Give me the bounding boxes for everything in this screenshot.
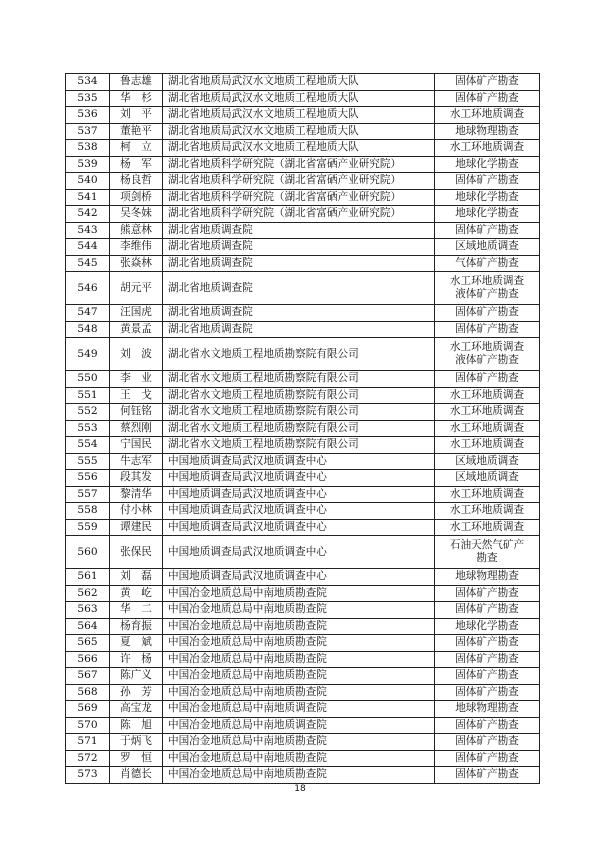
specialty-cell	[435, 602, 540, 619]
person-name-cell: 鲁志雄	[110, 74, 163, 91]
person-name-cell: 刘 磊	[110, 569, 163, 586]
organization-cell: 中国冶金地质总局中南地质勘查院	[163, 767, 435, 784]
specialty-cell	[435, 107, 540, 124]
row-number-cell: 565	[66, 635, 110, 652]
specialty-cell	[435, 536, 540, 569]
organization-cell: 中国地质调查局武汉地质调查中心	[163, 453, 435, 470]
specialty-line: 固体矿产勘查	[455, 322, 519, 335]
specialty-line: 水工环地质调查	[449, 421, 525, 434]
row-number-cell: 534	[66, 74, 110, 91]
person-name-cell: 刘 平	[110, 107, 163, 124]
specialty-line: 区域地质调查	[455, 454, 519, 467]
organization-cell: 湖北省地质科学研究院（湖北省富硒产业研究院）	[163, 173, 435, 190]
row-number-cell: 553	[66, 420, 110, 437]
specialty-line: 固体矿产勘查	[455, 603, 519, 616]
specialty-line: 固体矿产勘查	[455, 372, 519, 385]
organization-cell: 湖北省水文地质工程地质勘察院有限公司	[163, 420, 435, 437]
row-number-cell: 543	[66, 222, 110, 239]
specialty-cell	[435, 305, 540, 322]
specialty-line: 水工环地质调查	[449, 108, 525, 121]
organization-cell: 中国冶金地质总局中南地质勘查院	[163, 684, 435, 701]
organization-cell: 湖北省地质调查院	[163, 272, 435, 305]
specialty-cell	[435, 156, 540, 173]
specialty-line-2: 勘查	[476, 552, 498, 564]
person-name-cell: 李 业	[110, 371, 163, 388]
row-number-cell: 539	[66, 156, 110, 173]
specialty-cell	[435, 767, 540, 784]
row-number-cell: 569	[66, 701, 110, 718]
person-name-cell: 许 杨	[110, 651, 163, 668]
specialty-line: 水工环地质调查	[449, 487, 525, 500]
organization-cell: 湖北省水文地质工程地质勘察院有限公司	[163, 437, 435, 454]
table-row	[66, 701, 540, 718]
row-number-cell: 554	[66, 437, 110, 454]
specialty-cell	[435, 569, 540, 586]
row-number-cell: 559	[66, 519, 110, 536]
specialty-line: 水工环地质调查	[449, 405, 525, 418]
table-row	[66, 536, 540, 569]
specialty-cell	[435, 750, 540, 767]
table-row	[66, 222, 540, 239]
specialty-line: 固体矿产勘查	[455, 306, 519, 319]
specialty-line-2: 液体矿产勘查	[455, 354, 519, 366]
table-row	[66, 404, 540, 421]
person-name-cell: 陈 旭	[110, 717, 163, 734]
row-number-cell: 573	[66, 767, 110, 784]
specialty-line: 地球化学勘查	[455, 190, 519, 203]
row-number-cell: 563	[66, 602, 110, 619]
specialty-cell	[435, 222, 540, 239]
person-name-cell: 黄景孟	[110, 321, 163, 338]
row-number-cell: 570	[66, 717, 110, 734]
row-number-cell: 562	[66, 585, 110, 602]
person-name-cell: 孙 芳	[110, 684, 163, 701]
person-name-cell: 于炳飞	[110, 734, 163, 751]
organization-cell: 湖北省地质调查院	[163, 255, 435, 272]
organization-cell: 中国地质调查局武汉地质调查中心	[163, 503, 435, 520]
table-row	[66, 635, 540, 652]
organization-cell: 湖北省地质局武汉水文地质工程地质大队	[163, 74, 435, 91]
specialty-line: 固体矿产勘查	[455, 685, 519, 698]
person-name-cell: 夏 斌	[110, 635, 163, 652]
person-name-cell: 肖德长	[110, 767, 163, 784]
specialty-line: 地球物理勘查	[455, 124, 519, 137]
person-name-cell: 张焱林	[110, 255, 163, 272]
row-number-cell: 549	[66, 338, 110, 371]
person-name-cell: 宁国民	[110, 437, 163, 454]
specialty-cell	[435, 734, 540, 751]
organization-cell: 中国冶金地质总局中南地质勘查院	[163, 734, 435, 751]
specialty-cell	[435, 90, 540, 107]
table-row	[66, 767, 540, 784]
organization-cell: 湖北省水文地质工程地质勘察院有限公司	[163, 404, 435, 421]
organization-cell: 中国地质调查局武汉地质调查中心	[163, 536, 435, 569]
organization-cell: 中国地质调查局武汉地质调查中心	[163, 519, 435, 536]
specialty-cell	[435, 272, 540, 305]
table-row	[66, 189, 540, 206]
organization-cell: 中国地质调查局武汉地质调查中心	[163, 569, 435, 586]
person-name-cell: 谭建民	[110, 519, 163, 536]
specialty-cell	[435, 420, 540, 437]
organization-cell: 湖北省水文地质工程地质勘察院有限公司	[163, 371, 435, 388]
table-row	[66, 470, 540, 487]
row-number-cell: 558	[66, 503, 110, 520]
specialty-line: 固体矿产勘查	[455, 223, 519, 236]
specialty-line: 固体矿产勘查	[455, 768, 519, 781]
table-row	[66, 602, 540, 619]
organization-cell: 中国冶金地质总局中南地质勘查院	[163, 668, 435, 685]
row-number-cell: 567	[66, 668, 110, 685]
table-row	[66, 123, 540, 140]
row-number-cell: 551	[66, 387, 110, 404]
specialty-line: 水工环地质调查	[449, 275, 525, 287]
specialty-cell	[435, 453, 540, 470]
person-name-cell: 华 杉	[110, 90, 163, 107]
organization-cell: 湖北省地质调查院	[163, 321, 435, 338]
specialty-line: 地球物理勘查	[455, 702, 519, 715]
table-row	[66, 371, 540, 388]
specialty-line: 地球物理勘查	[455, 570, 519, 583]
specialty-line: 固体矿产勘查	[455, 174, 519, 187]
specialty-line: 气体矿产勘查	[455, 256, 519, 269]
specialty-line: 地球化学勘查	[455, 157, 519, 170]
person-name-cell: 蔡烈刚	[110, 420, 163, 437]
row-number-cell: 540	[66, 173, 110, 190]
table-row	[66, 618, 540, 635]
row-number-cell: 546	[66, 272, 110, 305]
row-number-cell: 548	[66, 321, 110, 338]
person-name-cell: 胡元平	[110, 272, 163, 305]
organization-cell: 湖北省地质调查院	[163, 239, 435, 256]
specialty-line: 水工环地质调查	[449, 388, 525, 401]
row-number-cell: 544	[66, 239, 110, 256]
specialty-cell	[435, 189, 540, 206]
specialty-line: 固体矿产勘查	[455, 718, 519, 731]
person-name-cell: 汪国虎	[110, 305, 163, 322]
person-name-cell: 付小林	[110, 503, 163, 520]
table-row	[66, 569, 540, 586]
specialty-line: 水工环地质调查	[449, 520, 525, 533]
row-number-cell: 572	[66, 750, 110, 767]
person-name-cell: 王 戈	[110, 387, 163, 404]
organization-cell: 中国地质调查局武汉地质调查中心	[163, 486, 435, 503]
table-row	[66, 90, 540, 107]
specialty-line: 固体矿产勘查	[455, 652, 519, 665]
person-name-cell: 熊意林	[110, 222, 163, 239]
specialty-cell	[435, 173, 540, 190]
row-number-cell: 566	[66, 651, 110, 668]
specialty-cell	[435, 503, 540, 520]
organization-cell: 中国冶金地质总局中南地质勘查院	[163, 585, 435, 602]
person-name-cell: 杨 军	[110, 156, 163, 173]
person-name-cell: 何钰铭	[110, 404, 163, 421]
person-name-cell: 牛志军	[110, 453, 163, 470]
organization-cell: 湖北省地质调查院	[163, 305, 435, 322]
specialty-line: 固体矿产勘查	[455, 669, 519, 682]
table-row	[66, 503, 540, 520]
specialty-line: 石油天然气矿产	[449, 539, 525, 551]
organization-cell: 中国冶金地质总局中南地质勘查院	[163, 651, 435, 668]
row-number-cell: 564	[66, 618, 110, 635]
row-number-cell: 537	[66, 123, 110, 140]
organization-cell: 湖北省地质科学研究院（湖北省富硒产业研究院）	[163, 156, 435, 173]
specialty-line: 水工环地质调查	[449, 438, 525, 451]
organization-cell: 中国地质调查局武汉地质调查中心	[163, 470, 435, 487]
table-row	[66, 140, 540, 157]
specialty-cell	[435, 387, 540, 404]
organization-cell: 湖北省地质调查院	[163, 222, 435, 239]
page-number: 18	[294, 784, 306, 794]
person-name-cell: 黎清华	[110, 486, 163, 503]
table-row	[66, 453, 540, 470]
roster-table	[65, 73, 540, 784]
specialty-cell	[435, 585, 540, 602]
specialty-cell	[435, 404, 540, 421]
specialty-cell	[435, 519, 540, 536]
specialty-line: 区域地质调查	[455, 240, 519, 253]
specialty-line: 固体矿产勘查	[455, 636, 519, 649]
specialty-cell	[435, 321, 540, 338]
specialty-line: 水工环地质调查	[449, 504, 525, 517]
table-row	[66, 437, 540, 454]
table-row	[66, 750, 540, 767]
specialty-cell	[435, 618, 540, 635]
row-number-cell: 547	[66, 305, 110, 322]
organization-cell: 湖北省水文地质工程地质勘察院有限公司	[163, 338, 435, 371]
table-row	[66, 74, 540, 91]
table-row	[66, 239, 540, 256]
specialty-cell	[435, 651, 540, 668]
specialty-line: 地球化学勘查	[455, 207, 519, 220]
organization-cell: 中国冶金地质总局中南地质勘查院	[163, 602, 435, 619]
table-row	[66, 107, 540, 124]
organization-cell: 中国冶金地质总局中南地质调查院	[163, 701, 435, 718]
organization-cell: 中国冶金地质总局中南地质勘查院	[163, 635, 435, 652]
person-name-cell: 刘 波	[110, 338, 163, 371]
row-number-cell: 542	[66, 206, 110, 223]
organization-cell: 湖北省地质科学研究院（湖北省富硒产业研究院）	[163, 189, 435, 206]
table-row	[66, 668, 540, 685]
specialty-cell	[435, 239, 540, 256]
organization-cell: 中国冶金地质总局中南地质勘查院	[163, 750, 435, 767]
person-name-cell: 陈广义	[110, 668, 163, 685]
specialty-line: 水工环地质调查	[449, 341, 525, 353]
table-row	[66, 734, 540, 751]
row-number-cell: 557	[66, 486, 110, 503]
person-name-cell: 杨育振	[110, 618, 163, 635]
row-number-cell: 556	[66, 470, 110, 487]
specialty-cell	[435, 684, 540, 701]
specialty-cell	[435, 701, 540, 718]
specialty-cell	[435, 486, 540, 503]
table-row	[66, 338, 540, 371]
table-row	[66, 420, 540, 437]
organization-cell: 湖北省地质局武汉水文地质工程地质大队	[163, 90, 435, 107]
specialty-line: 固体矿产勘查	[455, 91, 519, 104]
person-name-cell: 吴冬妹	[110, 206, 163, 223]
specialty-cell	[435, 437, 540, 454]
organization-cell: 湖北省地质局武汉水文地质工程地质大队	[163, 123, 435, 140]
person-name-cell: 段其发	[110, 470, 163, 487]
table-row	[66, 305, 540, 322]
person-name-cell: 董艳平	[110, 123, 163, 140]
specialty-cell	[435, 635, 540, 652]
specialty-cell	[435, 123, 540, 140]
person-name-cell: 高宝龙	[110, 701, 163, 718]
specialty-line: 地球化学勘查	[455, 619, 519, 632]
row-number-cell: 535	[66, 90, 110, 107]
specialty-line: 固体矿产勘查	[455, 751, 519, 764]
specialty-line-2: 液体矿产勘查	[455, 288, 519, 300]
row-number-cell: 560	[66, 536, 110, 569]
table-row	[66, 585, 540, 602]
specialty-cell	[435, 668, 540, 685]
table-row	[66, 156, 540, 173]
row-number-cell: 555	[66, 453, 110, 470]
specialty-line: 水工环地质调查	[449, 141, 525, 154]
table-row	[66, 519, 540, 536]
organization-cell: 湖北省地质局武汉水文地质工程地质大队	[163, 140, 435, 157]
person-name-cell: 黄 屹	[110, 585, 163, 602]
organization-cell: 湖北省地质局武汉水文地质工程地质大队	[163, 107, 435, 124]
table-row	[66, 717, 540, 734]
row-number-cell: 568	[66, 684, 110, 701]
row-number-cell: 541	[66, 189, 110, 206]
table-row	[66, 206, 540, 223]
person-name-cell: 项剑桥	[110, 189, 163, 206]
row-number-cell: 536	[66, 107, 110, 124]
person-name-cell: 华 二	[110, 602, 163, 619]
specialty-cell	[435, 74, 540, 91]
row-number-cell: 550	[66, 371, 110, 388]
person-name-cell: 李维伟	[110, 239, 163, 256]
specialty-cell	[435, 717, 540, 734]
organization-cell: 湖北省水文地质工程地质勘察院有限公司	[163, 387, 435, 404]
row-number-cell: 545	[66, 255, 110, 272]
specialty-cell	[435, 140, 540, 157]
specialty-cell	[435, 255, 540, 272]
roster-table-body	[66, 74, 540, 784]
table-row	[66, 651, 540, 668]
table-row	[66, 272, 540, 305]
specialty-line: 固体矿产勘查	[455, 75, 519, 88]
organization-cell: 湖北省地质科学研究院（湖北省富硒产业研究院）	[163, 206, 435, 223]
specialty-cell	[435, 470, 540, 487]
organization-cell: 中国冶金地质总局中南地质勘查院	[163, 618, 435, 635]
table-row	[66, 255, 540, 272]
specialty-line: 固体矿产勘查	[455, 586, 519, 599]
specialty-cell	[435, 371, 540, 388]
table-row	[66, 684, 540, 701]
person-name-cell: 柯 立	[110, 140, 163, 157]
specialty-line: 区域地质调查	[455, 471, 519, 484]
person-name-cell: 杨良哲	[110, 173, 163, 190]
row-number-cell: 571	[66, 734, 110, 751]
specialty-cell	[435, 206, 540, 223]
specialty-line: 固体矿产勘查	[455, 735, 519, 748]
person-name-cell: 张保民	[110, 536, 163, 569]
organization-cell: 中国冶金地质总局中南地质调查院	[163, 717, 435, 734]
table-row	[66, 321, 540, 338]
specialty-cell	[435, 338, 540, 371]
row-number-cell: 538	[66, 140, 110, 157]
table-row	[66, 486, 540, 503]
table-row	[66, 387, 540, 404]
person-name-cell: 罗 恒	[110, 750, 163, 767]
row-number-cell: 561	[66, 569, 110, 586]
row-number-cell: 552	[66, 404, 110, 421]
table-row	[66, 173, 540, 190]
